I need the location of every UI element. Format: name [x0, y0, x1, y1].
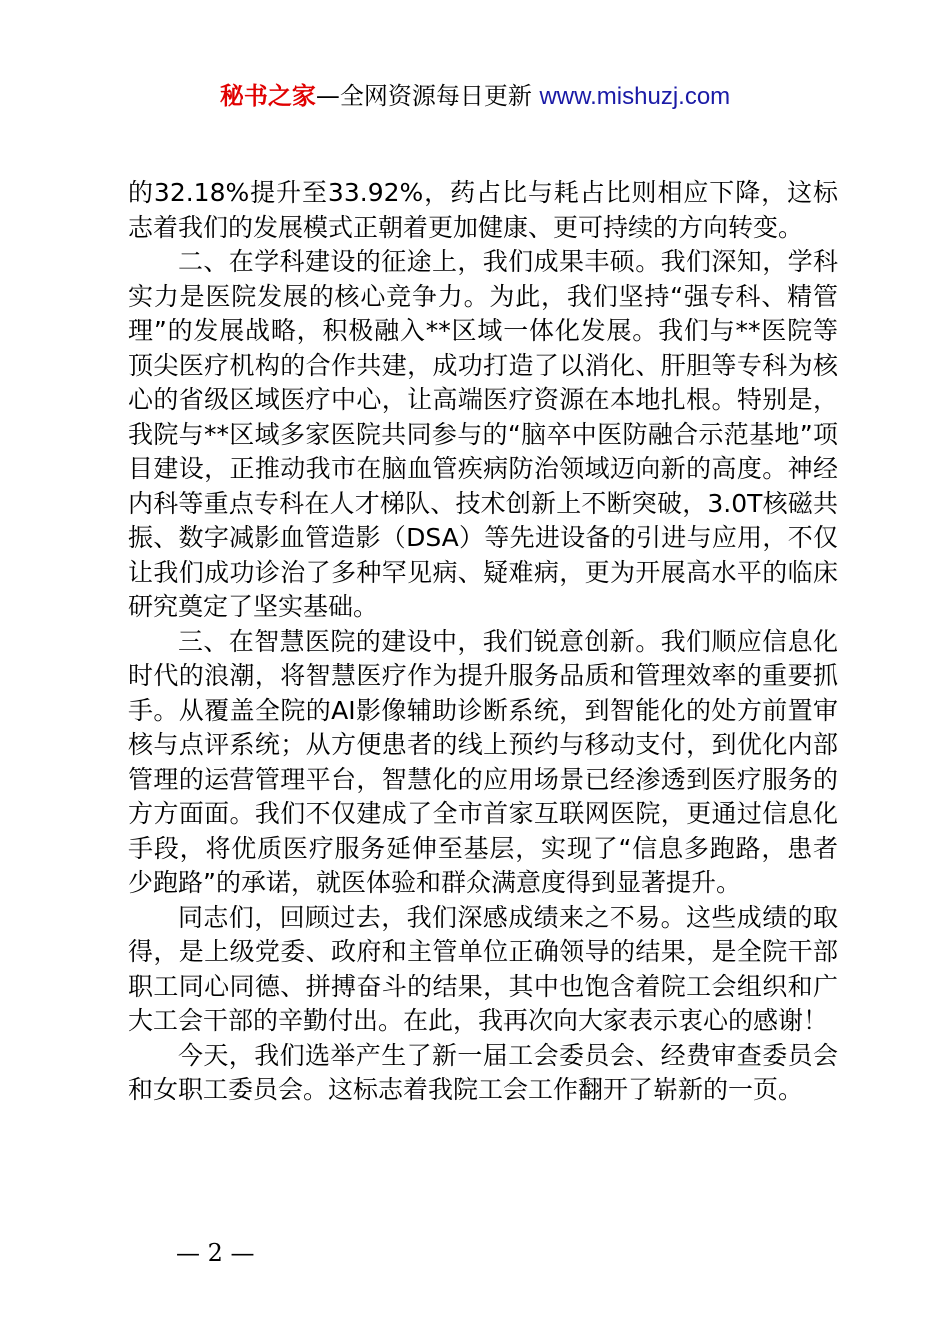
brand-name: 秘书之家 — [219, 82, 316, 110]
document-body — [128, 176, 838, 1108]
paragraph-discipline-building: 二、在学科建设的征途上，我们成果丰硕。我们深知，学科实力是医院发展的核心竞争力。为此，我们坚持“强专科、精管理”的发展战略，积极融入**区域一体化发展。我们与**医院等顶尖医疗机构的合作共建，成功打造了以消化、肝胆等专科为核心的省级区域医疗中心，让高端医疗资源在本地扎根。特别是，我院与**区域多家医院共同参与的“脑卒中医防融合示范基地”项目建设，正推动我市在脑血管疾病防治领域迈向新的高度。神经内科等重点专科在人才梯队、技术创新上不断突破，3.0T核磁共振、数字减影血管造影（DSA）等先进设备的引进与应用，不仅让我们成功诊治了多种罕见病、疑难病，更为开展高水平的临床研究奠定了坚实基础。 — [128, 247, 838, 621]
paragraph-smart-hospital: 三、在智慧医院的建设中，我们锐意创新。我们顺应信息化时代的浪潮，将智慧医疗作为提升服务品质和管理效率的重要抓手。从覆盖全院的AI影像辅助诊断系统，到智能化的处方前置审核与点评系统；从方便患者的线上预约与移动支付，到优化内部管理的运营管理平台，智慧化的应用场景已经渗透到医疗服务的方方面面。我们不仅建成了全市首家互联网医院，更通过信息化手段，将优质医疗服务延伸至基层，实现了“信息多跑路，患者少跑路”的承诺，就医体验和群众满意度得到显著提升。 — [128, 626, 838, 897]
paragraph-continuation: 的32.18%提升至33.92%，药占比与耗占比则相应下降，这标志着我们的发展模式正朝着更加健康、更可持续的方向转变。 — [128, 178, 838, 242]
header-tagline: —全网资源每日更新 — [315, 82, 532, 110]
paragraph-acknowledgement: 同志们，回顾过去，我们深感成绩来之不易。这些成绩的取得，是上级党委、政府和主管单位正确领导的结果，是全院干部职工同心同德、拼搏奋斗的结果，其中也饱含着院工会组织和广大工会干部的辛勤付出。在此，我再次向大家表示衷心的感谢！ — [128, 902, 838, 1035]
page-number: — 2 — — [176, 1239, 255, 1267]
header-url[interactable]: www.mishuzj.com — [539, 83, 731, 110]
paragraph-election: 今天，我们选举产生了新一届工会委员会、经费审查委员会和女职工委员会。这标志着我院工会工作翻开了崭新的一页。 — [128, 1040, 838, 1104]
page-header — [0, 80, 950, 113]
